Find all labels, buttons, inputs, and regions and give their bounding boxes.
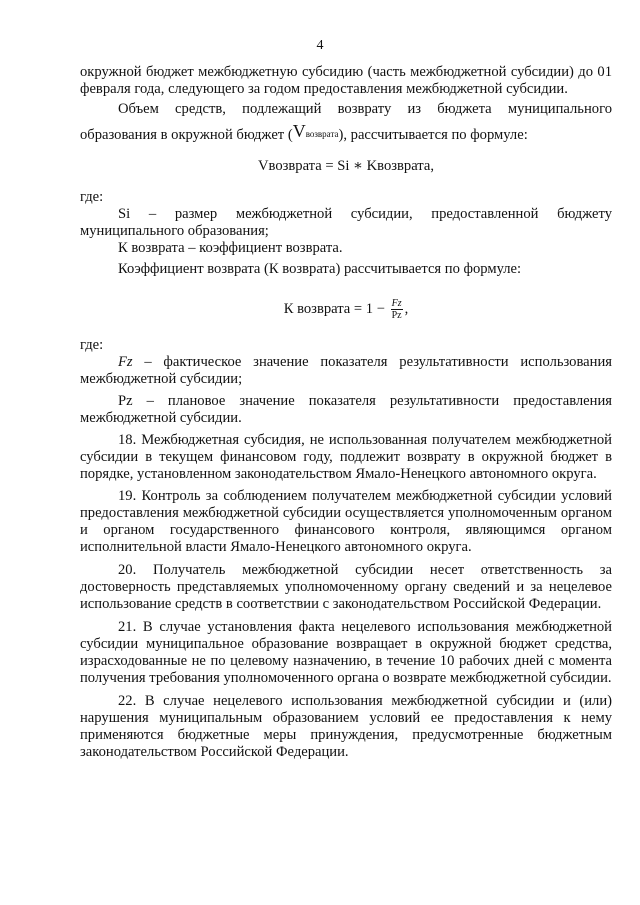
fz-symbol: Fz [118, 354, 133, 370]
paragraph-21: 21. В случае установления факта нецелевого использования межбюджетной субсидии муниципальное образование возвращает в окружной бюджет средства, израсходованные не по целевому назначению, в течение 10 рабочих дней с момента получения требования уполномоченного органа о возврате межбюджетной субсидии. [80, 619, 612, 686]
paragraph-continuation: окружной бюджет межбюджетную субсидию (часть межбюджетной субсидии) до 01 февраля года, следующего за годом предоставления межбюджетной субсидии. [80, 64, 612, 97]
formula-refund-coefficient [80, 298, 612, 321]
formula2-denominator: Pz [391, 310, 402, 321]
refund-volume-text-after: ), рассчитывается по формуле: [338, 127, 528, 143]
formula2-numerator: Fz [391, 298, 402, 309]
refund-volume-text-before: Объем средств, подлежащий возврату из бюджета муниципального образования в окружной бюджет ( [80, 101, 612, 143]
formula2-lhs: К возврата = 1 − [283, 300, 385, 317]
definition-pz: Pz – плановое значение показателя результативности предоставления межбюджетной субсидии. [80, 393, 612, 426]
where-label-1: где: [80, 189, 104, 205]
formula-refund-volume: Vвозврата = Si ∗ Kвозврата, [258, 158, 434, 174]
formula2-tail: , [404, 300, 409, 317]
definition-fz [80, 354, 612, 388]
definition-k: К возврата – коэффициент возврата. [118, 240, 343, 256]
refund-volume-subscript: возврата [305, 129, 339, 139]
paragraph-22: 22. В случае нецелевого использования межбюджетной субсидии и (или) нарушения муниципальным образованием условий ее предоставления к нему применяются бюджетные меры принуждения, предусмотренные бюджетным законодательством Российской Федерации. [80, 693, 612, 760]
fz-definition-text: – фактическое значение показателя результативности использования межбюджетной субсидии; [80, 354, 612, 387]
document-body [80, 64, 612, 761]
paragraph-20: 20. Получатель межбюджетной субсидии несет ответственность за достоверность представляемых уполномоченному органу сведений и за нецелевое использование средств в соответствии с законодательством Российской Федерации. [80, 562, 612, 612]
definition-si: Si – размер межбюджетной субсидии, предоставленной бюджету муниципального образования; [80, 206, 612, 239]
coefficient-formula-intro: Коэффициент возврата (К возврата) рассчитывается по формуле: [118, 261, 522, 277]
paragraph-refund-volume [80, 98, 612, 146]
paragraph-18: 18. Межбюджетная субсидия, не использованная получателем межбюджетной субсидии в текущем финансовом году, подлежит возврату в окружной бюджет в порядке, установленном законодательством Ямало-Ненецкого автономного округа. [80, 432, 612, 482]
page-number: 4 [316, 38, 324, 53]
where-label-2: где: [80, 337, 104, 353]
formula2-fraction [391, 298, 403, 321]
paragraph-19: 19. Контроль за соблюдением получателем межбюджетной субсидии условий предоставления межбюджетной субсидии осуществляется уполномоченным органом и органом государственного финансового контроля, являющимся органом исполнительной власти Ямало-Ненецкого автономного округа. [80, 488, 612, 555]
refund-volume-symbol: V [292, 121, 306, 141]
